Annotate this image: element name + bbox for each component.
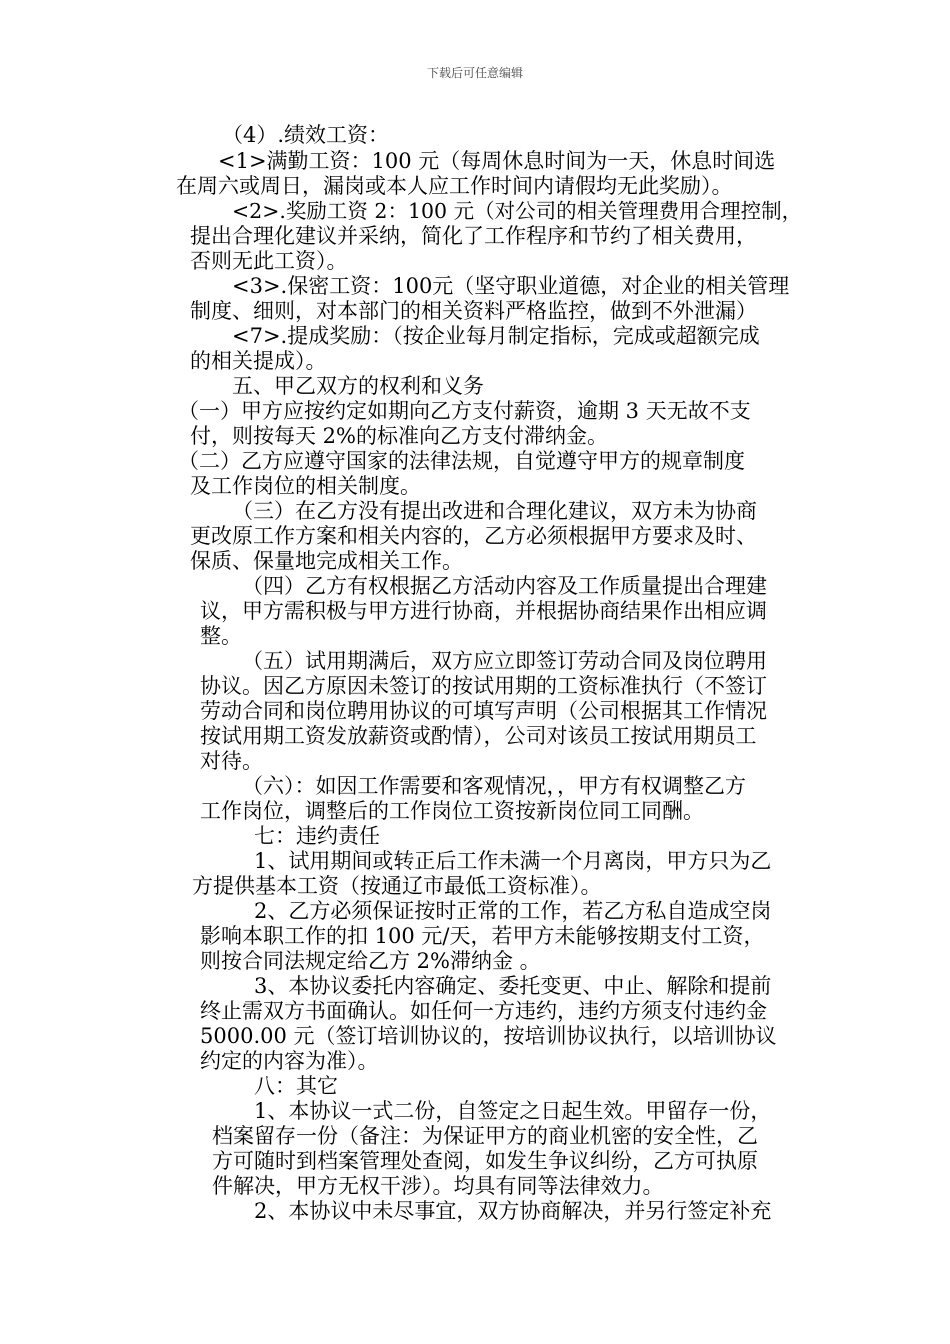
text-line: 约定的内容为准）。	[200, 1049, 379, 1073]
section-heading: 八：其它	[254, 1074, 338, 1098]
text-line: 及工作岗位的相关制度。	[190, 474, 421, 498]
text-line: 2、本协议中未尽事宜，双方协商解决，并另行签定补充	[254, 1199, 772, 1223]
text-line: 方可随时到档案管理处查阅，如发生争议纠纷，乙方可执原	[212, 1149, 758, 1173]
text-line: 提出合理化建议并采纳，简化了工作程序和节约了相关费用，	[190, 224, 757, 248]
text-line: <1>满勤工资：100 元（每周休息时间为一天，休息时间选	[218, 149, 776, 173]
text-line: 按试用期工资发放薪资或酌情），公司对该员工按试用期员工	[200, 724, 757, 748]
text-line: 1、试用期间或转正后工作未满一个月离岗，甲方只为乙	[254, 849, 772, 873]
text-line: 协议。因乙方原因未签订的按试用期的工资标准执行（不签订	[200, 674, 767, 698]
text-line: 议，甲方需积极与甲方进行协商，并根据协商结果作出相应调	[200, 599, 767, 623]
text-line: 终止需双方书面确认。如任何一方违约，违约方须支付违约金	[200, 999, 767, 1023]
text-line: （四）乙方有权根据乙方活动内容及工作质量提出合理建	[242, 574, 767, 598]
text-line: <7>.提成奖励：（按企业每月制定指标，完成或超额完成	[232, 324, 760, 348]
text-line: 影响本职工作的扣 100 元/天，若甲方未能够按期支付工资，	[200, 924, 765, 948]
text-line: 2、乙方必须保证按时正常的工作，若乙方私自造成空岗	[254, 899, 772, 923]
text-line: 1、本协议一式二份，自签定之日起生效。甲留存一份，	[254, 1099, 772, 1123]
text-line: （4）.绩效工资：	[222, 123, 390, 147]
page-header: 下载后可任意编辑	[426, 66, 523, 80]
section-heading: 七：违约责任	[254, 824, 380, 848]
text-line: （一）甲方应按约定如期向乙方支付薪资，逾期 3 天无故不支	[178, 399, 751, 423]
text-line: 劳动合同和岗位聘用协议的可填写声明（公司根据其工作情况	[200, 699, 767, 723]
text-line: 方提供基本工资（按通辽市最低工资标准）。	[192, 874, 602, 898]
text-line: <2>.奖励工资 2：100 元（对公司的相关管理费用合理控制，	[232, 199, 803, 223]
section-heading: 五、甲乙双方的权利和义务	[232, 374, 484, 398]
text-line: 3、本协议委托内容确定、委托变更、中止、解除和提前	[254, 974, 772, 998]
text-line: 则按合同法规定给乙方 2%滞纳金 。	[200, 949, 541, 973]
text-line: 的相关提成）。	[190, 349, 327, 373]
text-line: 5000.00 元（签订培训协议的，按培训协议执行，以培训协议	[200, 1024, 777, 1048]
text-line: 付，则按每天 2%的标准向乙方支付滞纳金。	[190, 424, 608, 448]
text-line: 保质、保量地完成相关工作。	[190, 549, 463, 573]
text-line: 更改原工作方案和相关内容的，乙方必须根据甲方要求及时、	[190, 524, 757, 548]
text-line: 整。	[200, 624, 242, 648]
text-line: <3>.保密工资：100元（坚守职业道德，对企业的相关管理	[232, 274, 790, 298]
text-line: 工作岗位，调整后的工作岗位工资按新岗位同工同酬。	[200, 799, 704, 823]
text-line: 档案留存一份（备注：为保证甲方的商业机密的安全性，乙	[212, 1124, 758, 1148]
text-line: 件解决，甲方无权干涉）。均具有同等法律效力。	[212, 1174, 664, 1198]
text-line: （五）试用期满后，双方应立即签订劳动合同及岗位聘用	[242, 649, 767, 673]
text-line: 否则无此工资）。	[190, 249, 348, 273]
text-line: 制度、细则，对本部门的相关资料严格监控，做到不外泄漏）	[190, 299, 757, 323]
text-line: （二）乙方应遵守国家的法律法规，自觉遵守甲方的规章制度	[178, 449, 745, 473]
text-line: （六）：如因工作需要和客观情况，，甲方有权调整乙方	[242, 774, 746, 798]
text-line: 在周六或周日，漏岗或本人应工作时间内请假均无此奖励）。	[176, 174, 733, 198]
text-line: （三）在乙方没有提出改进和合理化建议，双方未为协商	[232, 499, 757, 523]
text-line: 对待。	[200, 749, 263, 773]
